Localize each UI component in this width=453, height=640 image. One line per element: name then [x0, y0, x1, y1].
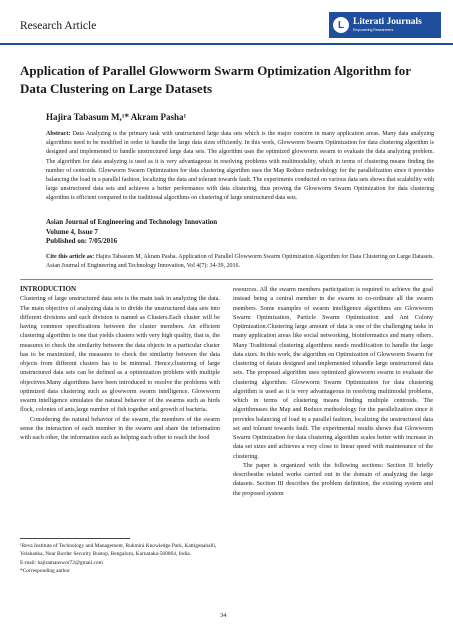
- journal-logo: [329, 12, 441, 38]
- footnote: [20, 542, 220, 575]
- corresponding-author: *Corresponding author: [20, 567, 70, 574]
- publication-info: [46, 218, 217, 247]
- section-rule: [20, 279, 433, 280]
- paper-title: Application of Parallel Glowworm Swarm Optimization Algorithm for Data Clustering on Large Datasets: [20, 63, 411, 96]
- footnote-rule: [20, 538, 130, 539]
- abstract-text: Data Analyzing is the primary task with unstructured large data sets which is the major concern in many application areas. Many data analyzing algorithms need to be modified in order to handle the large data sizes efficiently. In this work, Glowworm Swarm Optimization for data clustering algorithm is designed and implemented to handle unstructured large data sets. The algorithm uses the optimized glowworm swarm to evaluate the data analyzing problem. The algorithm for data analyzing is used as it is very advantageous in resolving problems with multimodality, which in terms of clustering means finding the number of centroids. Glowworm Swarm Optimization for data clustering algorithm uses the Map Reduce methodology for the parallelization since it provides balancing the load in a parallel fashion, localizing the data and tolerant towards fault. The experiments conducted on various data sets shows that scalability with large unstructured data sets and achieves a better performance with data clustering, thus proving the Glowworm Swarm Optimization for data clustering algorithm is efficient compared to the traditional algorithms on clustering of large unstructured data sets.: [46, 131, 434, 202]
- volume-issue: Volume 4, Issue 7: [46, 227, 98, 236]
- abstract-label: Abstract:: [46, 131, 71, 137]
- intro-paragraph-4: The paper is organized with the following sections: Section II briefly describesthe related works carried out in the domain of analyzing the large datasets. Section III describes the problem definition, the existing system and the proposed system: [233, 461, 433, 497]
- right-column: [233, 285, 433, 498]
- intro-paragraph-3: resources. All the swarm members participation is required to achieve the goal instead being a central member in the swarm to co-ordinate all the swarm members. Some examples of swarm intelligence algorithms are Glowworm Swarm Optimization, Particle Swarm Optimization and Ant Colony Optimization.Clustering large amount of data is one of the challenging tasks in many application areas like social networking, bioinformatics and many others. Many Traditional clustering algorithms needs modification to handle the large data sizes. In this work, the algorithm on Optimization of Glowworm Swarm for clustering of datais designed and implemented tohandle large unstructured data sets. The proposed algorithm uses optimized glowworm swarm to evaluate the clustering algorithm. Glowworm Swarm Optimization for data clustering algorithm is used as it is very advantageous in resolving multimodal problems, which in terms of clustering means finding multiple centroids. The algorithmuses the Map and Reduce methodology for the parallelization since it provides balancing of load in a parallel fashion, localizing the unstructured data set and tolerant towards fault. The experimental results shows that Glowworm Swarm Optimization for data clustering algorithm scales better with increase in data set sizes and achieves a very close to linear speed with maintenance of the clustering.: [233, 286, 433, 460]
- logo-icon: L: [333, 17, 349, 33]
- published-date: Published on: 7/05/2016: [46, 237, 118, 245]
- cite-label: Cite this article as:: [46, 254, 95, 260]
- abstract: [46, 130, 434, 204]
- running-head: Research Article: [20, 20, 97, 32]
- author-email: E-mail: hajiramanswor72@gmail.com: [20, 559, 103, 566]
- logo-name: Literati Journals: [353, 17, 422, 27]
- citation: [46, 253, 434, 271]
- intro-paragraph-1: Clustering of large unstructured data sets is the main task in analyzing the data. The main objective of analyzing data is to divide the unstructured data sets into different divisions and each division is named as Clusters.Each cluster will be having common specifications between the cluster members. An efficient clustering algorithm is one that yields clusters with very high quality, that is, the measures to check the similarity between the data objects in a particular cluster has to be maximized, the measures to check the similarity between the data objects from different clusters has to be minimal. Hence,clustering of large unstructured data sets can be defined as a optimization problem with multiple objectives.Many algorithms have been introduced to resolve the problems with optimized data clustering such as glowworm swarm intelligence. Glowworm swarm intelligence simulates the natural behavior of the swarms such as birds flock, colonies of ants,large number of fish together and growth of bacteria.: [20, 295, 220, 414]
- journal-name: Asian Journal of Engineering and Technology Innovation: [46, 218, 218, 226]
- author-list: Hajira Tabasum M,¹* Akram Pasha¹: [46, 112, 187, 122]
- header-rule: [0, 43, 453, 45]
- logo-tagline: Empowering Researchers: [353, 27, 394, 32]
- intro-heading: INTRODUCTION: [20, 285, 77, 293]
- page-number: 34: [220, 612, 227, 619]
- cite-text: Hajira Tabasum M, Akram Pasha. Application of Parallel Glowworm Swarm Optimization Algorithm for Data Clustering on Large Datasets. Asian Journal of Engineering and Technology Innovation, Vol 4(7): 34-39, 2016.: [46, 254, 435, 270]
- affiliation: ¹Reva Institute of Technology and Management, Rukmini Knowledge Park, Kattigenahalli, Yelahanka, Near Border Security Bustop, Bengaluru, Karnataka-560064, India.: [20, 543, 217, 558]
- intro-paragraph-2: Considering the natural behavior of the swarm, the members of the swarm sense the interaction of each member in the swarm and share the information with each other, the information such as helping each other to reach the food: [20, 415, 220, 441]
- left-column: [20, 285, 220, 442]
